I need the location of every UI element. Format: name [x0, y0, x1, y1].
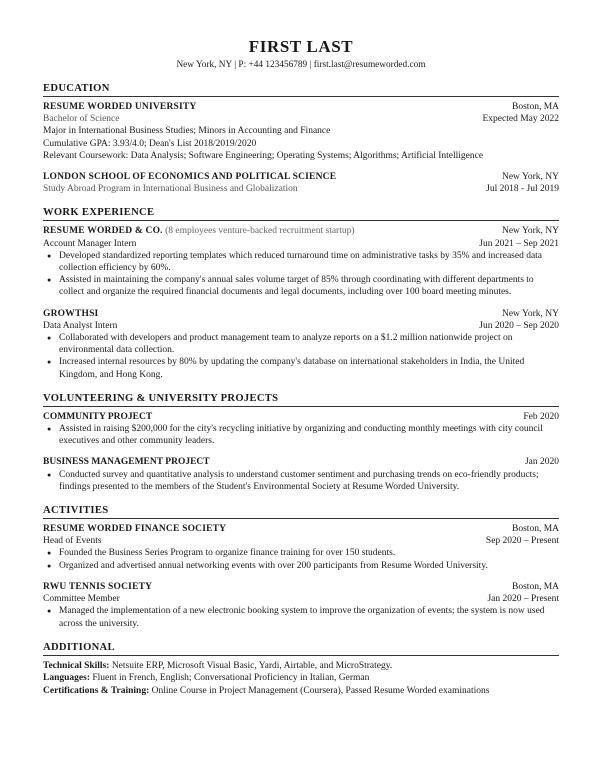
date: Expected May 2022 — [482, 114, 559, 125]
detail-line: Cumulative GPA: 3.93/4.0; Dean's List 2018/2019/2020 — [43, 138, 257, 149]
project-name: COMMUNITY PROJECT — [43, 411, 153, 422]
date: Jun 2020 – Sep 2020 — [479, 320, 559, 331]
date: Jul 2018 - Jul 2019 — [486, 184, 559, 195]
education-entry — [43, 101, 559, 162]
additional-label: Languages: — [43, 673, 90, 684]
education-section — [43, 82, 559, 195]
role: Head of Events — [43, 536, 102, 547]
location: Boston, MA — [512, 102, 559, 112]
date: Feb 2020 — [523, 411, 559, 422]
school-name: RESUME WORDED UNIVERSITY — [43, 102, 197, 112]
company-name: GROWTHSI — [43, 308, 99, 319]
additional-text: Online Course in Project Management (Coursera), Passed Resume Worded examinations — [151, 685, 490, 696]
work-section — [43, 206, 559, 380]
activity-entry — [43, 581, 559, 630]
section-title: ADDITIONAL — [43, 641, 559, 656]
society-name: RWU TENNIS SOCIETY — [43, 581, 153, 592]
education-entry — [43, 171, 559, 195]
bullet-item: ● Assisted in raising $200,000 for the city's recycling initiative by organizing and conducting monthly meetings with city council executives and other community leaders. — [59, 423, 559, 447]
job-title: Account Manager Intern — [43, 238, 137, 249]
company-name: RESUME WORDED & CO. — [43, 226, 163, 237]
bullet-item: ● Collaborated with developers and product management team to analyze reports on a $1.2 million nationwide project on environmental data collection. — [59, 332, 559, 356]
additional-section — [43, 641, 559, 697]
section-title: ACTIVITIES — [43, 504, 559, 519]
bullet-item: ● Managed the implementation of a new electronic booking system to improve the organization of events; the system is now used across the university. — [59, 605, 559, 629]
additional-line — [43, 672, 559, 684]
program: Study Abroad Program in International Business and Globalization — [43, 184, 298, 195]
section-title: WORK EXPERIENCE — [43, 206, 559, 221]
activity-entry — [43, 523, 559, 572]
additional-line — [43, 660, 559, 672]
society-name: RESUME WORDED FINANCE SOCIETY — [43, 524, 227, 535]
resume-page — [43, 38, 559, 697]
bullet-item: ● Conducted survey and quantitative analysis to understand customer sentiment and purchasing trends on eco-friendly products; findings presented to the members of the Student's Environmental Society at Resume Worded University. — [59, 469, 559, 493]
additional-text: Netsuite ERP, Microsoft Visual Basic, Yardi, Airtable, and MicroStrategy. — [111, 660, 393, 671]
section-title: VOLUNTEERING & UNIVERSITY PROJECTS — [43, 392, 559, 407]
role: Committee Member — [43, 594, 120, 605]
additional-line — [43, 685, 559, 697]
contact-line: New York, NY | P: +44 123456789 | first.last@resumeworded.com — [176, 60, 426, 70]
volunteering-section — [43, 392, 559, 493]
candidate-name: FIRST LAST — [248, 37, 354, 56]
activities-section — [43, 504, 559, 630]
location: New York, NY — [501, 308, 559, 319]
location: New York, NY — [501, 172, 559, 183]
detail-line: Major in International Business Studies; Minors in Accounting and Finance — [43, 126, 331, 137]
additional-text: Fluent in French, English; Conversational Proficiency in Italian, German — [92, 673, 370, 684]
location: New York, NY — [501, 226, 559, 237]
bullet-item: ● Founded the Business Series Program to organize finance training for over 150 students. — [59, 547, 559, 559]
detail-line: Relevant Coursework: Data Analysis; Software Engineering; Operating Systems; Algorithms; Artificial Intelligence — [43, 150, 484, 161]
school-name: LONDON SCHOOL OF ECONOMICS AND POLITICAL SCIENCE — [43, 172, 337, 183]
date: Jun 2021 – Sep 2021 — [479, 238, 559, 249]
additional-label: Technical Skills: — [43, 660, 110, 671]
project-name: BUSINESS MANAGEMENT PROJECT — [43, 457, 210, 468]
bullet-item: ● Developed standardized reporting templates which reduced turnaround time on administrative tasks by 35% and increased data collection efficiency by 60%. — [59, 250, 559, 274]
date: Sep 2020 – Present — [485, 536, 559, 547]
work-entry — [43, 225, 559, 298]
job-title: Data Analyst Intern — [43, 320, 118, 331]
bullet-item: ● Organized and advertised annual networking events with over 200 participants from Resume Worded University. — [59, 560, 559, 572]
project-entry — [43, 456, 559, 493]
date: Jan 2020 — [524, 457, 559, 468]
section-title: EDUCATION — [43, 82, 559, 97]
work-entry — [43, 308, 559, 381]
project-entry — [43, 411, 559, 448]
company-note: (8 employees venture-backed recruitment startup) — [165, 226, 355, 237]
bullet-item: ● Increased internal resources by 80% by updating the company's database on international stakeholders in India, the United Kingdom, and Hong Kong. — [59, 356, 559, 380]
location: Boston, MA — [512, 581, 559, 592]
degree: Bachelor of Science — [43, 114, 120, 125]
additional-label: Certifications & Training: — [43, 685, 150, 696]
location: Boston, MA — [512, 524, 559, 535]
bullet-item: ● Assisted in maintaining the company's annual sales volume target of 85% through coordinating with different departments to collect and organize the required financial documents and legal documents, including over 100 board meeting minutes. — [59, 274, 559, 298]
date: Jan 2020 – Present — [487, 594, 559, 605]
